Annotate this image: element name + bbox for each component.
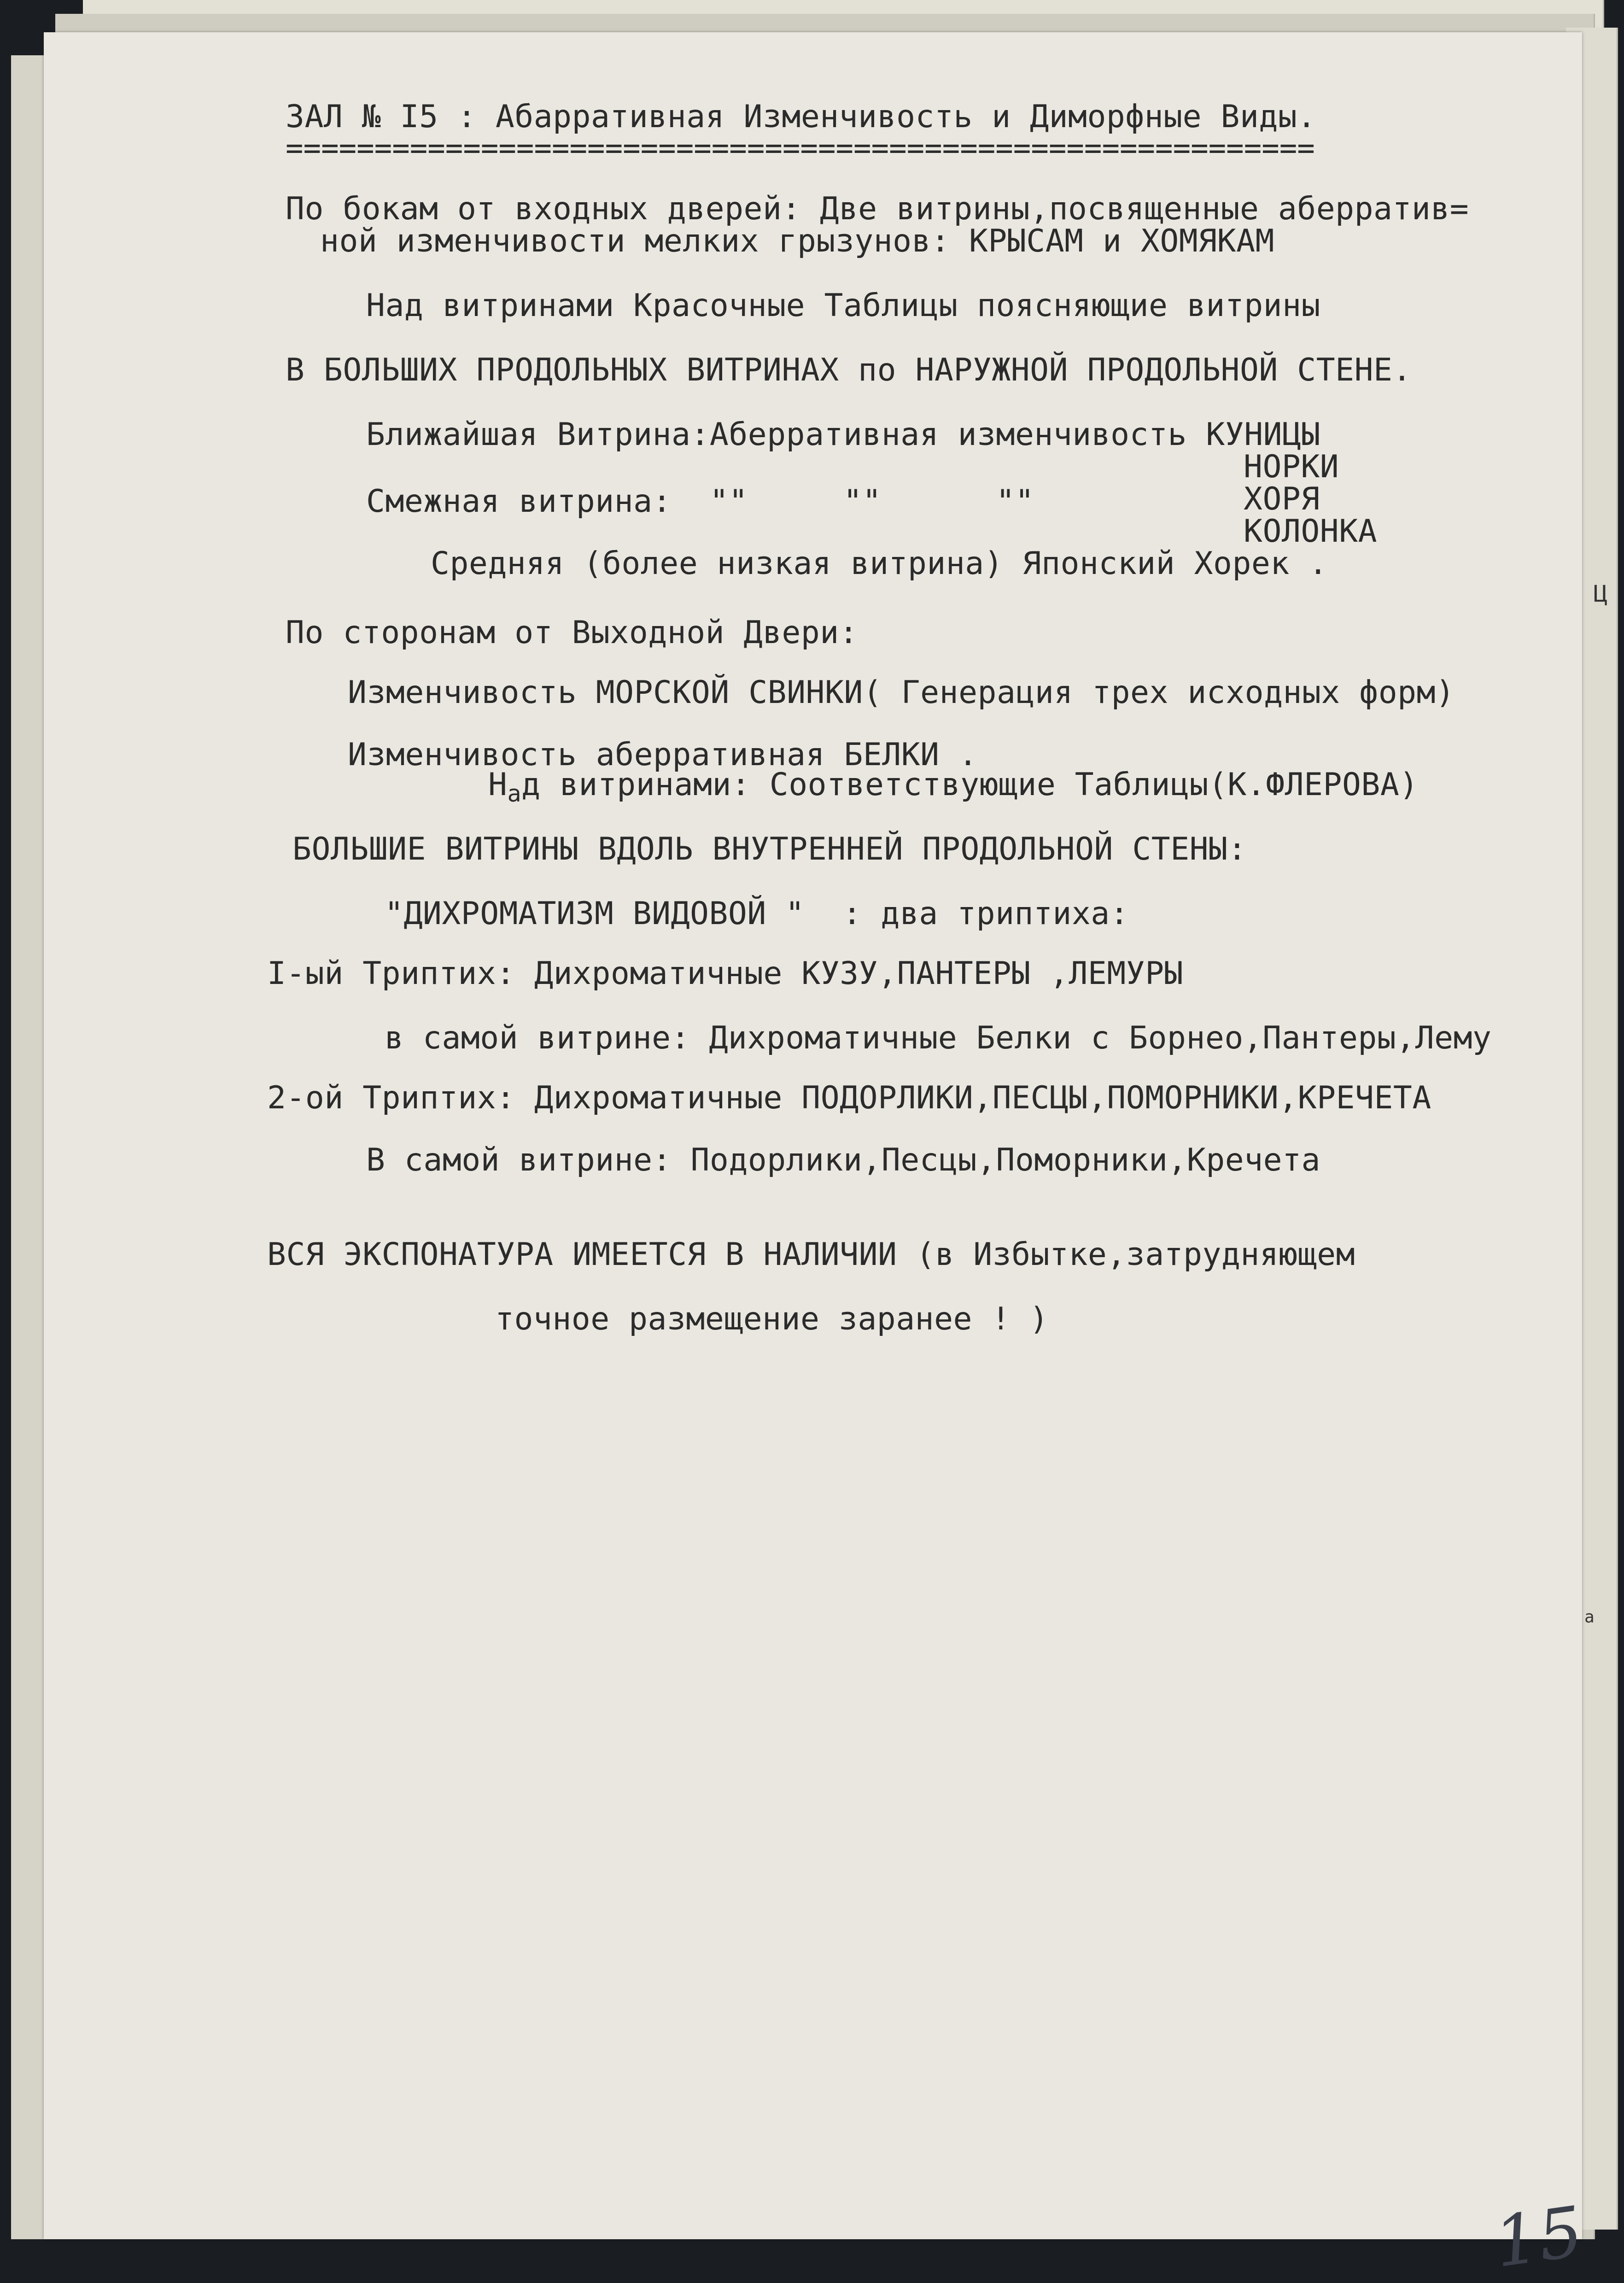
text-line: Над витринами Красочные Таблицы поясняющие витрины bbox=[366, 287, 1320, 324]
text-line: В самой витрине: Подорлики,Песцы,Поморники,Кречета bbox=[366, 1142, 1320, 1178]
text-line: точное размещение заранее ! ) bbox=[495, 1301, 1049, 1337]
edge-mark: Ц bbox=[1594, 580, 1608, 607]
text-line: В БОЛЬШИХ ПРОДОЛЬНЫХ ВИТРИНАХ по НАРУЖНОЙ ПРОДОЛЬНОЙ СТЕНЕ. bbox=[286, 352, 1412, 388]
text-line: НОРКИ bbox=[1244, 449, 1339, 485]
page-title: ЗАЛ № I5 : Абарративная Изменчивость и Диморфные Виды. bbox=[286, 99, 1316, 135]
text-line: 2-ой Триптих: Дихроматичные ПОДОРЛИКИ,ПЕСЦЫ,ПОМОРНИКИ,КРЕЧЕТА bbox=[267, 1080, 1431, 1116]
text-line: Ближайшая Витрина:Аберративная изменчивость КУНИЦЫ bbox=[366, 416, 1320, 453]
text-line: Средняя (более низкая витрина) Японский Хорек . bbox=[431, 545, 1328, 582]
typewritten-page bbox=[44, 32, 1588, 2283]
text-line: в самой витрине: Дихроматичные Белки с Борнео,Пантеры,Лему bbox=[385, 1020, 1492, 1056]
text-line: ВСЯ ЭКСПОНАТУРА ИМЕЕТСЯ В НАЛИЧИИ (в Избытке,затрудняющем bbox=[267, 1236, 1355, 1273]
text-line: КОЛОНКА bbox=[1244, 513, 1378, 550]
text-line: Изменчивость МОРСКОЙ СВИНКИ( Генерация трех исходных форм) bbox=[348, 674, 1455, 711]
text-line: Изменчивость аберративная БЕЛКИ . bbox=[348, 737, 978, 773]
edge-mark: а bbox=[1584, 1608, 1595, 1627]
text-line: ХОРЯ bbox=[1244, 481, 1320, 517]
text-line: $Н_ад$ витринами: Соответствующие Таблицы(К.ФЛЕРОВА) bbox=[488, 767, 1419, 807]
text-line: ной изменчивости мелких грызунов: КРЫСАМ и ХОМЯКАМ bbox=[320, 223, 1274, 259]
page-number: 15 bbox=[1489, 2191, 1588, 2283]
title-underline: ========================================================== bbox=[286, 131, 1315, 165]
text-line: БОЛЬШИЕ ВИТРИНЫ ВДОЛЬ ВНУТРЕННЕЙ ПРОДОЛЬНОЙ СТЕНЫ: bbox=[292, 831, 1247, 867]
text-line: "ДИХРОМАТИЗМ ВИДОВОЙ " : два триптиха: bbox=[385, 896, 1129, 932]
text-line: По бокам от входных дверей: Две витрины,посвященные аберратив= bbox=[286, 191, 1469, 227]
text-line: Смежная витрина: "" "" "" bbox=[366, 483, 1034, 520]
text-line: I-ый Триптих: Дихроматичные КУЗУ,ПАНТЕРЫ ,ЛЕМУРЫ bbox=[267, 955, 1184, 992]
text-line: По сторонам от Выходной Двери: bbox=[286, 615, 859, 651]
